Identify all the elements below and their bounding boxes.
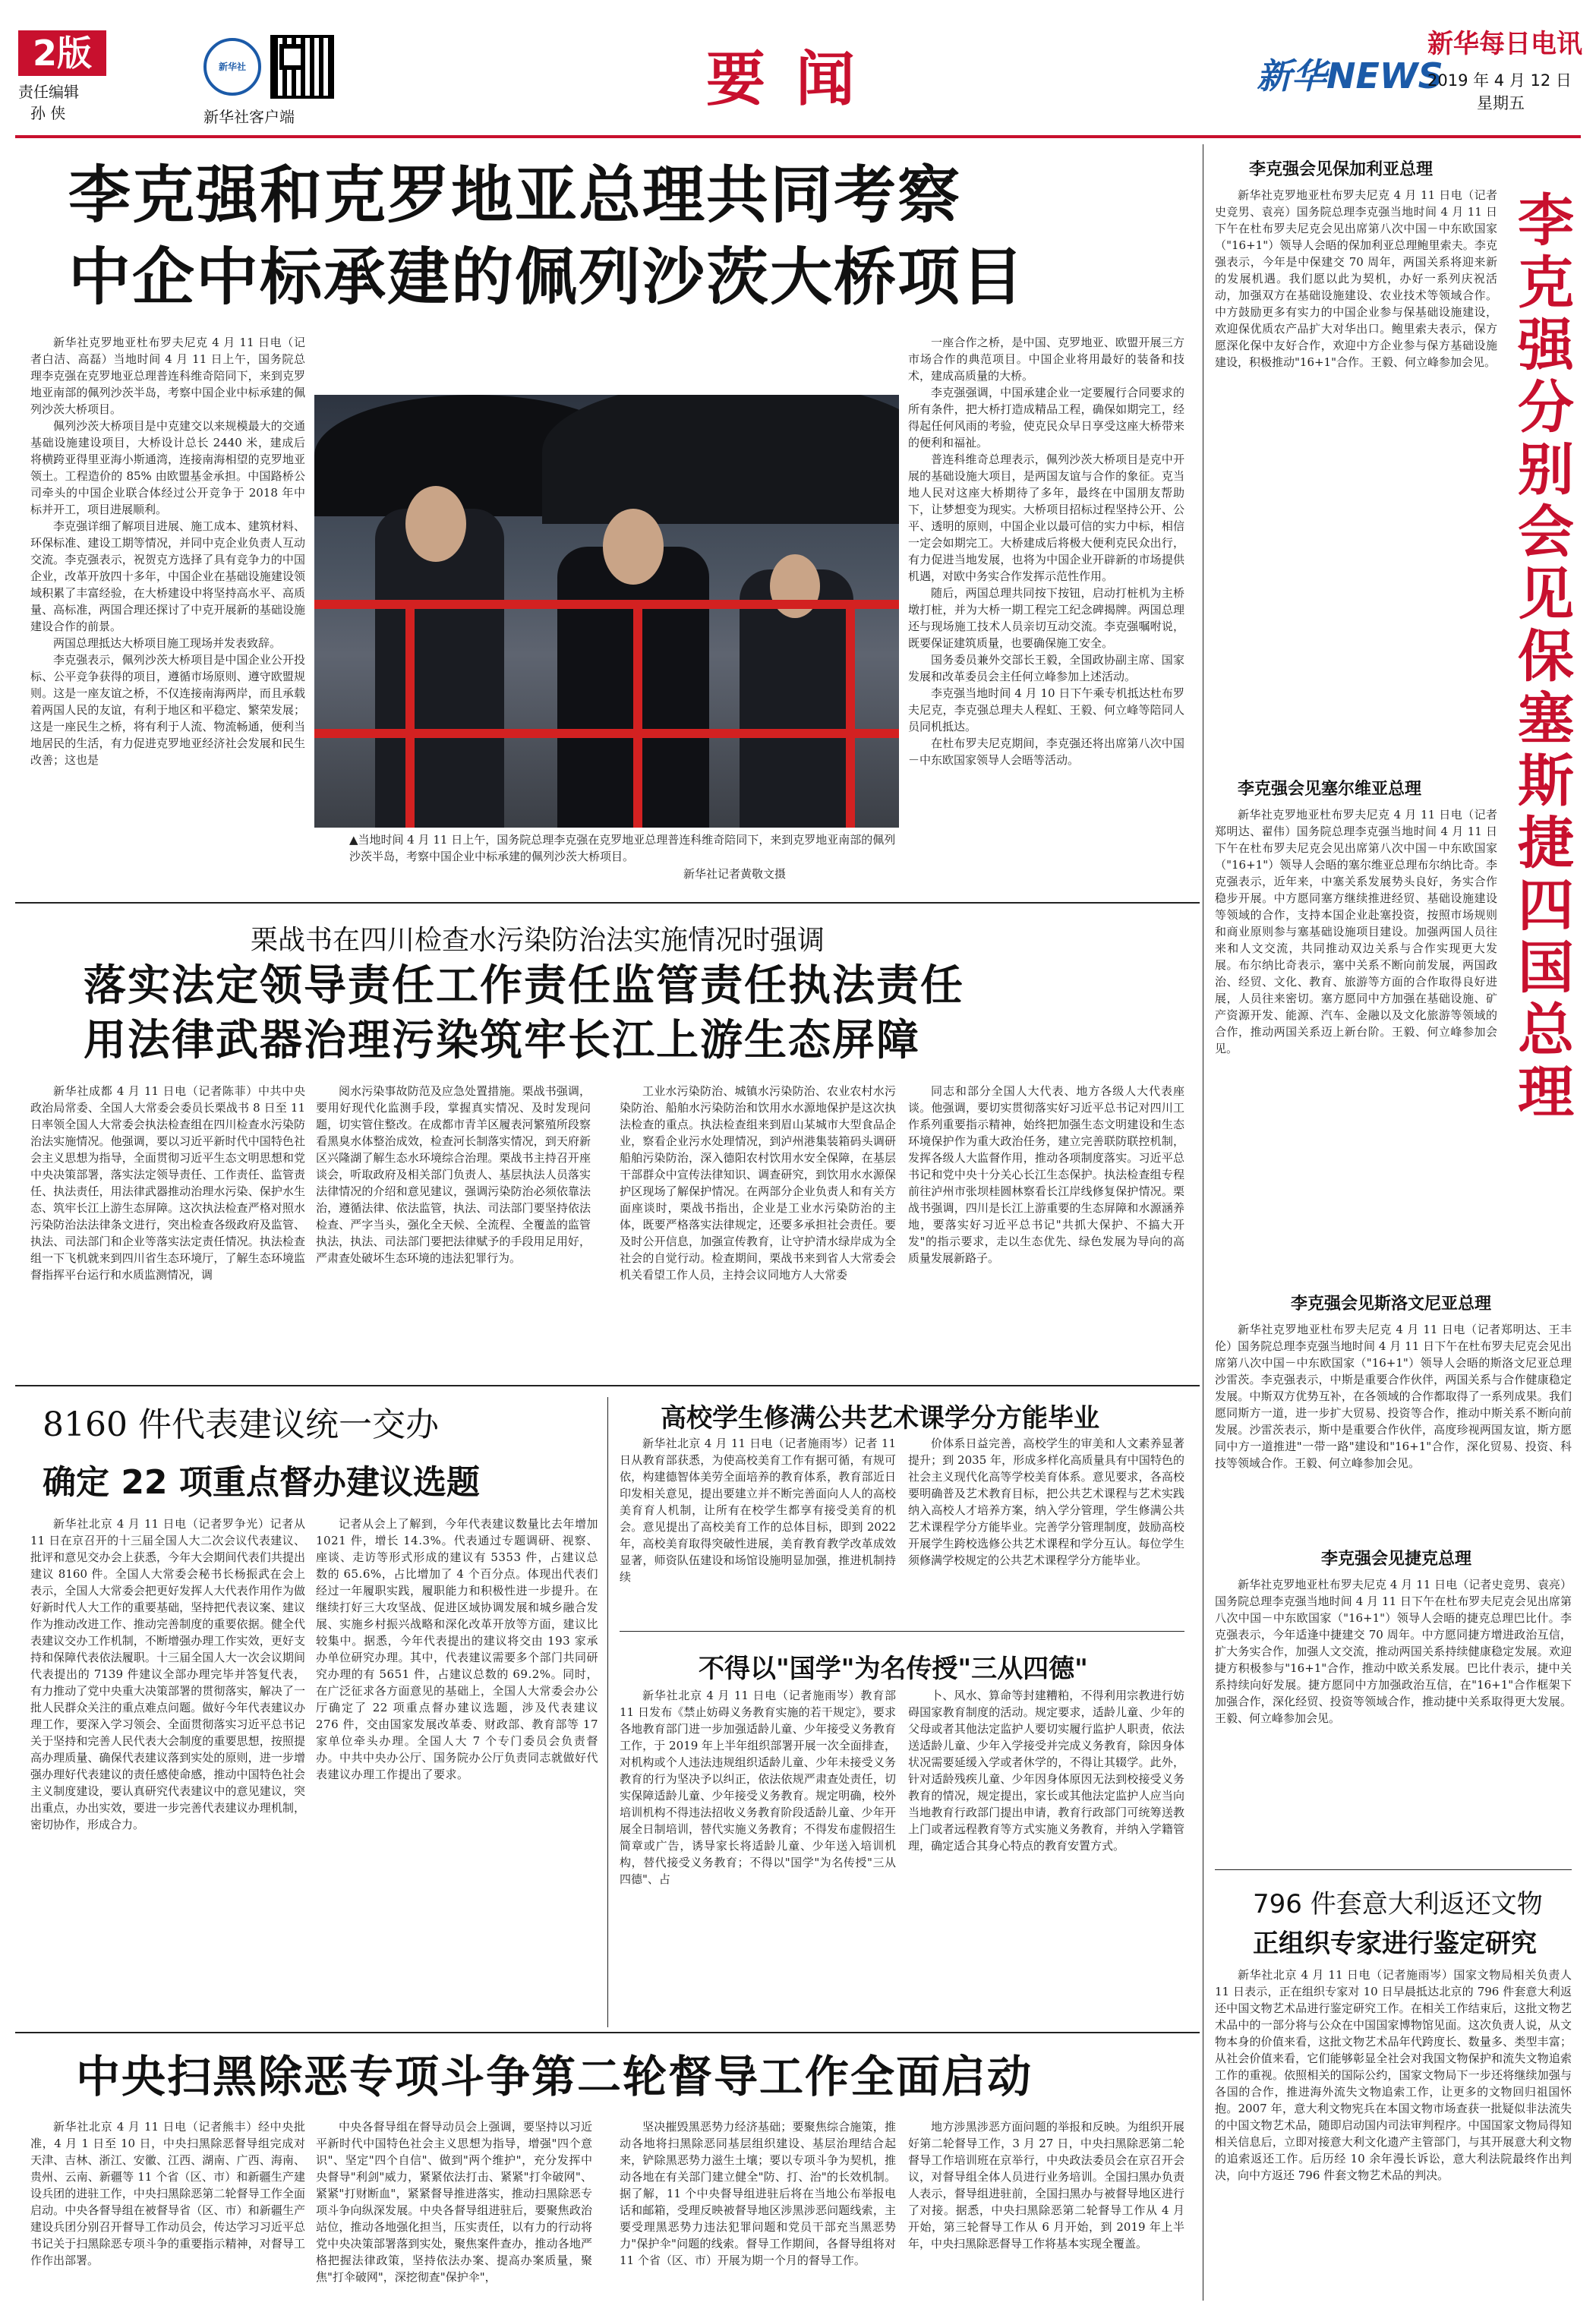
story6-column-3: 坚决摧毁黑恶势力经济基础；要聚焦综合施策，推动各地将扫黑除恶同基层组织建设、基层治理结合起来，铲除黑恶势力滋生土壤；要以专项斗争为契机，推动各地在有关部门建立健全"防、打、治"的长效机制。据了解，11 个中央督导组进驻后将在当地公布举报电话和邮箱，受理反映被督导地区涉黑涉恶问题线索，主要受理黑恶势力违法犯罪问题和党员干部充当黑恶势力"保护伞"问题的线索。督导工作期间，各督导组将对 11 个省（区、市）开展为期一个月的督导工作。 [620, 2120, 896, 2267]
xinhua-logo-icon: 新华社 [203, 38, 261, 96]
sidebar-item-body: 新华社克罗地亚杜布罗夫尼克 4 月 11 日电（记者郑明达、王丰伦）国务院总理李克强当地时间 4 月 11 日下午在杜布罗夫尼克会见出席第八次中国－中东欧国家（"16+1"）领导人会晤的斯洛文尼亚总理沙雷茨。李克强表示，中斯是重要合作伙伴，两国关系与合作健康稳定发展。中斯双方优势互补，在各领域的合作都取得了一系列成果。我们愿同斯方一道，进一步扩大贸易、投资等合作，推动中斯关系不断向前发展。沙雷茨表示，斯中是重要合作伙伴，高度珍视两国友谊，斯方愿同中方一道推进"一带一路"建设和"16+1"合作，深化贸易、投资、科技等领域合作。王毅、何立峰参加会见。 [1215, 1323, 1572, 1470]
story2-headline-1: 落实法定领导责任工作责任监管责任执法责任 [84, 961, 964, 1011]
story3-column-2: 记者从会上了解到，今年代表建议数量比去年增加 1021 件，增长 14.3%。代表通过专题调研、视察、座谈、走访等形式形成的建议有 5353 件，占建议总数的 65.6%，占比增加了 4 个百分点。体现出代表们经过一年履职实践，履职能力和积极性进一步提升。在继续打好三大攻坚战、促进区域协调发展和城乡融合发展、实施乡村振兴战略和深化改革开放等方面，建议比较集中。据悉，今年代表提出的建议将交由 193 家承办单位研究办理。其中，代表建议需要多个部门共同研究办理的有 5651 件，占建议总数的 69.2%。同时，在广泛征求各方面意见的基础上，全国人大常委会办公厅确定了 22 项重点督办建议选题，涉及代表建议 276 件，交由国家发展改革委、财政部、教育部等 17 家单位牵头办理。全国人大 7 个专门委员会负责督办。中共中央办公厅、国务院办公厅负责同志就做好代表建议办理工作提出了要求。 [316, 1517, 598, 1781]
lead-para: 普连科维奇总理表示，佩列沙茨大桥项目是克中开展的基础设施大项目，是两国友谊与合作的象征。克当地人民对这座大桥期待了多年，最终在中国朋友帮助下，让梦想变为现实。大桥项目招标过程坚持公开、公平、透明的原则，中国企业以最可信的实力中标，相信一定会如期完工。大桥建成后将极大便利克民众出行，有力促进当地发展，也将为中国企业开辟新的市场提供机遇，对欧中务实合作发挥示范性作用。 [908, 453, 1184, 583]
lead-para: 在杜布罗夫尼克期间，李克强还将出席第八次中国－中东欧国家领导人会晤等活动。 [908, 736, 1184, 767]
lead-para: 国务委员兼外交部长王毅，全国政协副主席、国家发展和改革委员会主任何立峰参加上述活动。 [908, 653, 1184, 683]
story7-headline-2: 正组织专家进行鉴定研究 [1253, 1929, 1537, 1959]
story2-kicker: 栗战书在四川检查水污染防治法实施情况时强调 [251, 925, 825, 956]
story7-body: 新华社北京 4 月 11 日电（记者施雨岑）国家文物局相关负责人 11 日表示，正在组织专家对 10 日早晨抵达北京的 796 件套意大利返还中国文物艺术品进行鉴定研究工作。在相关工作结束后，这批文物艺术品中的一部分将与公众在中国国家博物馆见面。这次负责人说，从文物本身的价值来看，这批文物艺术品年代跨度长、数量多、类型丰富；从社会价值来看，它们能够彰显全社会对我国文物保护和流失文物追索工作的重视。依照相关的国际公约，国家文物局下一步还将继续加强与各国的合作，推进海外流失文物追索工作，让更多的文物回归祖国怀抱。2007 年，意大利文物宪兵在本国文物市场查获一批疑似非法流失的中国文物艺术品，随即启动国内司法审判程序。中国国家文物局得知相关信息后，立即对接意大利文化遗产主管部门，与其开展意大利文物的追索返还工作。后历经 10 余年漫长诉讼，意大利法院最终作出判决，向中方返还 796 件套文物艺术品的判决。 [1215, 1968, 1572, 2182]
brand-name: 新华每日电讯 [1427, 29, 1582, 59]
section-title: 要闻 [706, 45, 886, 114]
qr-code-icon[interactable] [270, 35, 334, 99]
divider [620, 1631, 1184, 1632]
story3-headline-2: 确定 22 项重点督办建议选题 [43, 1463, 480, 1502]
lead-column-1 [30, 334, 305, 866]
divider [1215, 1869, 1572, 1870]
lead-para: 李克强强调，中国承建企业一定要履行合同要求的所有条件，把大桥打造成精品工程，确保如期完工，经得起任何风雨的考验，使克民众早日享受这座大桥带来的便利和福祉。 [908, 386, 1184, 449]
lead-para: 佩列沙茨大桥项目是中克建交以来规模最大的交通基础设施建设项目，大桥设计总长 2440 米，建成后将横跨亚得里亚海小斯通湾，连接南海相望的克罗地亚领土。工程造价的 85% 由欧盟基金承担。中国路桥公司牵头的中国企业联合体经过公开竞争于 2018 年中标并开工，项目进展顺利。 [30, 419, 305, 516]
divider [15, 1385, 1200, 1386]
sidebar-item-title: 李克强会见塞尔维亚总理 [1238, 780, 1422, 799]
sidebar-item-body: 新华社克罗地亚杜布罗夫尼克 4 月 11 日电（记者史竞男、袁亮）国务院总理李克强当地时间 4 月 11 日下午在杜布罗夫尼克会见出席第八次中国－中东欧国家（"16+1"）领导人会晤的保加利亚总理鲍里索夫。李克强表示，今年是中保建交 70 周年，两国关系将迎来新的发展机遇。我们愿以此为契机，办好一系列庆祝活动，加强双方在基础设施建设、农业技术等领域合作。中方鼓励更多有实力的中国企业参与保基础设施建设，欢迎保优质农产品扩大对华出口。鲍里索夫表示，保方愿深化保中友好合作，欢迎中方企业参与保方基础设施建设，积极推动"16+1"合作。王毅、何立峰参加会见。 [1215, 188, 1497, 369]
divider [15, 902, 1200, 904]
story4-column-2: 价体系日益完善，高校学生的审美和人文素养显著提升；到 2035 年，形成多样化高质量具有中国特色的社会主义现代化高等学校美育体系。意见要求，各高校要明确普及艺术教育目标，把公共艺术课程与艺术实践纳入高校人才培养方案，纳入学分管理，学生修满公共艺术课程学分方能毕业。完善学分管理制度，鼓励高校开展学生跨校选修公共艺术课程和学分互认。每位学生须修满学校规定的公共艺术课程学分方能毕业。 [908, 1437, 1184, 1567]
news-logo-icon: 新华NEWS [1257, 55, 1443, 96]
photo-caption: ▲当地时间 4 月 11 日上午，国务院总理李克强在克罗地亚总理普连科维奇陪同下，来到克罗地亚南部的佩列沙茨半岛，考察中国企业中标承建的佩列沙茨大桥项目。 [349, 833, 896, 863]
lead-photo [314, 395, 899, 828]
lead-para: 两国总理抵达大桥项目施工现场并发表致辞。 [53, 636, 282, 650]
lead-para: 李克强当地时间 4 月 10 日下午乘专机抵达杜布罗夫尼克，李克强总理夫人程虹、王毅、何立峰等陪同人员同机抵达。 [908, 686, 1184, 733]
app-label: 新华社客户端 [203, 108, 295, 126]
masthead-rule [15, 135, 1581, 138]
story5-headline: 不得以"国学"为名传授"三从四德" [699, 1654, 1088, 1684]
lead-para: 随后，两国总理共同按下按钮，启动打桩机为主桥墩打桩，并为大桥一期工程完工纪念碑揭牌。两国总理还与现场施工技术人员亲切互动交流。李克强嘱咐说，既要保证建筑质量，也要确保施工安全。 [908, 586, 1184, 650]
sidebar-item-title: 李克强会见保加利亚总理 [1249, 160, 1434, 179]
lead-para: 李克强详细了解项目进展、施工成本、建筑材料、环保标准、建设工期等情况，并同中克企业负责人互动交流。李克强表示，祝贺克方选择了具有竞争力的中国企业，改革开放四十多年，中国企业在基础设施建设领域积累了丰富经验，在大桥建设中将坚持高水平、高质量、高标准，两国合理还探讨了中克开展新的基础设施建设合作的前景。 [30, 519, 305, 633]
lead-para: 新华社克罗地亚杜布罗夫尼克 4 月 11 日电（记者白洁、高磊）当地时间 4 月 11 日上午，国务院总理李克强在克罗地亚总理普连科维奇陪同下，来到克罗地亚南部的佩列沙茨半岛，考察中国企业中标承建的佩列沙茨大桥项目。 [30, 336, 305, 416]
sidebar-item-body: 新华社克罗地亚杜布罗夫尼克 4 月 11 日电（记者史竞男、袁亮）国务院总理李克强当地时间 4 月 11 日下午在杜布罗夫尼克会见出席第八次中国－中东欧国家（"16+1"）领导人会晤的捷克总理巴比什。李克强表示，今年适逢中捷建交 70 周年。中方愿同捷方增进政治互信，扩大务实合作，加强人文交流，推动两国关系持续健康稳定发展。欢迎捷方积极参与"16+1"合作，推动中欧关系发展。巴比什表示，捷中关系持续向好发展。捷方愿同中方加强政治互信，在"16+1"合作框架下加强合作，深化经贸、投资等领域合作，推动捷中关系取得更大发展。王毅、何立峰参加会见。 [1215, 1578, 1572, 1725]
lead-headline-1: 李克强和克罗地亚总理共同考察 [68, 159, 962, 232]
story4-headline: 高校学生修满公共艺术课学分方能毕业 [661, 1403, 1099, 1434]
story6-column-4: 地方涉黑涉恶方面问题的举报和反映。为组织开展好第二轮督导工作，3 月 27 日，中央扫黑除恶第二轮督导工作培训班在京举行，中央政法委员会在京召开会议，对督导组全体人员进行业务培训。全国扫黑办负责人表示，督导组进驻前，全国扫黑办与被督导地区进行了对接。据悉，中央扫黑除恶第二轮督导工作从 4 月开始，第三轮督导工作从 6 月开始，到 2019 年上半年，中央扫黑除恶督导工作将基本实现全覆盖。 [908, 2120, 1184, 2250]
sidebar-item-body: 新华社克罗地亚杜布罗夫尼克 4 月 11 日电（记者郑明达、翟伟）国务院总理李克强当地时间 4 月 11 日下午在杜布罗夫尼克会见出席第八次中国－中东欧国家（"16+1"）领导人会晤的塞尔维亚总理布尔纳比奇。李克强表示，近年来，中塞关系发展势头良好，务实合作稳步开展。中方愿同塞方继续推进经贸、基础设施建设等领域的合作，支持本国企业赴塞投资，按照市场规则和商业原则参与塞基础设施项目建设。加强两国人员往来和人文交流，共同推动双边关系与合作实现更大发展。布尔纳比奇表示，塞中关系不断向前发展，两国政治、经贸、文化、教育、旅游等方面的合作取得良好进展，人员往来密切。塞方愿同中方加强在基础设施、矿产资源开发、能源、汽车、金融以及文化旅游等领域的合作，推动两国关系迈上新台阶。王毅、何立峰参加会见。 [1215, 808, 1497, 1055]
story6-headline: 中央扫黑除恶专项斗争第二轮督导工作全面启动 [76, 2051, 1033, 2102]
editor-name: 孙 侠 [30, 104, 66, 122]
photo-credit: 新华社记者黄敬文摄 [683, 867, 787, 881]
sidebar-vertical-headline: 李克强分别会见保塞斯捷四国总理 [1518, 188, 1574, 1125]
story3-headline-1: 8160 件代表建议统一交办 [43, 1405, 439, 1444]
lead-headline-2: 中企中标承建的佩列沙茨大桥项目 [68, 241, 1026, 314]
story2-column-4: 同志和部分全国人大代表、地方各级人大代表座谈。他强调，要切实贯彻落实好习近平总书记对四川工作系列重要指示精神，始终把加强生态文明建设和生态环境保护作为重大政治任务，建立完善联防联控机制，发挥各级人大监督作用，推动各项制度落实。习近平总书记和党中央十分关心长江生态保护。执法检查组专程前往泸州市张坝桂圆林察看长江岸线修复保护情况。栗战书强调，四川是长江上游重要的生态屏障和水源涵养地，要落实好习近平总书记"共抓大保护、不搞大开发"的指示要求，走以生态优先、绿色发展为导向的高质量发展新路子。 [908, 1084, 1184, 1265]
story6-column-1: 新华社北京 4 月 11 日电（记者熊丰）经中央批准，4 月 1 日至 10 日，中央扫黑除恶督导组完成对天津、吉林、浙江、安徽、江西、湖南、广西、海南、贵州、云南、新疆等 11 个省（区、市）和新疆生产建设兵团的进驻工作，中央扫黑除恶第二轮督导工作全面启动。中央各督导组在被督导省（区、市）和新疆生产建设兵团分别召开督导工作动员会，传达学习习近平总书记关于扫黑除恶专项斗争的重要指示精神，对督导工作作出部署。 [30, 2120, 305, 2267]
story6-column-2: 中央各督导组在督导动员会上强调，要坚持以习近平新时代中国特色社会主义思想为指导，增强"四个意识"、坚定"四个自信"、做到"两个维护"，充分发挥中央督导"利剑"威力，紧紧依法打击、紧紧"打伞破网"、紧紧"打财断血"，紧紧督导推进落实，推动扫黑除恶专项斗争向纵深发展。中央各督导组进驻后，要聚焦政治站位，推动各地强化担当，压实责任，以有力的行动将党中央决策部署落到实处，聚焦案件查办，推动各地严格把握法律政策，坚持依法办案、提高办案质量，聚焦"打伞破网"，深挖彻查"保护伞"， [316, 2120, 592, 2284]
story2-column-2: 阅水污染事故防范及应急处置措施。栗战书强调，要用好现代化监测手段，掌握真实情况、及时发现问题，切实管住整改。在成都市青羊区履表河繁殖所段察看黑臭水体整治成效，检查河长制落实情况，到天府新区兴隆湖了解生态水环境综合治理。栗战书主持召开座谈会，听取政府及相关部门负责人、基层执法人员落实法律情况的介绍和意见建议，强调污染防治必须依靠法治，遵循法律、依法监管，执法、司法部门要坚持依法检查、严字当头，强化全天候、全流程、全覆盖的监管执法，执法、司法部门要把法律赋予的手段用足用好，严肃查处破坏生态环境的违法犯罪行为。 [316, 1084, 591, 1265]
divider [15, 2032, 1200, 2033]
page-number-badge: 2版 [18, 30, 106, 76]
story5-column-2: 卜、风水、算命等封建糟粕，不得利用宗教进行妨碍国家教育制度的活动。规定要求，适龄儿童、少年的父母或者其他法定监护人要切实履行监护人职责，依法送适龄儿童、少年入学接受并完成义务教育，除因身体状况需要延缓入学或者休学的，不得让其辍学。此外，针对适龄残疾儿童、少年因身体原因无法到校接受义务教育的情况，规定提出，家长或其他法定监护人应当向当地教育行政部门提出申请，教育行政部门可统筹送教上门或者远程教育等方式实施义务教育，并纳入学籍管理，确定适合其身心特点的教育安置方式。 [908, 1689, 1184, 1853]
story3-column-1: 新华社北京 4 月 11 日电（记者罗争光）记者从 11 日在京召开的十三届全国人大二次会议代表建议、批评和意见交办会上获悉，今年大会期间代表们共提出建议 8160 件。全国人大常委会秘书长杨振武在会上表示，全国人大常委会把更好发挥人大代表作用作为做好新时代人大工作的重要基础，坚持把代表议案、建议作为推动改进工作、推动完善制度的重要依据。健全代表建议交办工作机制，不断增强办理工作实效，更好支持和保障代表依法履职。十三届全国人大一次会议期间代表提出的 7139 件建议全部办理完毕并答复代表，有力推动了党中央重大决策部署的贯彻落实，解决了一批人民群众关注的重点难点问题。做好今年代表建议办理工作，要深入学习领会、全面贯彻落实习近平总书记关于坚持和完善人民代表大会制度的重要思想，按照提高办理质量、确保代表建议落到实处的原则，进一步增强办理好代表建议的责任感使命感，推动中国特色社会主义制度建设，要认真研究代表建议中的意见建议，突出重点，办出实效，要进一步完善代表建议办理机制，密切协作，形成合力。 [30, 1517, 305, 1831]
issue-weekday: 星期五 [1477, 94, 1525, 112]
story2-column-1: 新华社成都 4 月 11 日电（记者陈菲）中共中央政治局常委、全国人大常委会委员长栗战书 8 日至 11 日率领全国人大常委会执法检查组在四川检查水污染防治法实施情况。他强调，要以习近平新时代中国特色社会主义思想为指导，全面贯彻习近平生态文明思想和党中央决策部署，落实法定领导责任、工作责任、监管责任、执法责任，用法律武器推动治理水污染、保护水生态、筑牢长江上游生态屏障。这次执法检查严格对照水污染防治法法律条文进行，突出检查各级政府及监管、执法、司法部门和企业等落实法定责任情况。执法检查组一下飞机就来到四川省生态环境厅，了解生态环境监督指挥平台运行和水质监测情况，调 [30, 1084, 305, 1282]
story5-column-1: 新华社北京 4 月 11 日电（记者施雨岑）教育部 11 日发布《禁止妨碍义务教育实施的若干规定》，要求各地教育部门进一步加强适龄儿童、少年接受义务教育工作，于 2019 年上半年组织部署开展一次全面排查，对机构或个人违法违规组织适龄儿童、少年未接受义务教育的行为坚决予以纠正，依法依规严肃查处责任，切实保障适龄儿童、少年接受义务教育。规定明确，校外培训机构不得违法招收义务教育阶段适龄儿童、少年开展全日制培训，替代实施义务教育；不得发布虚假招生简章或广告，诱导家长将适龄儿童、少年送入培训机构，替代接受义务教育；不得以"国学"为名传授"三从四德"、占 [620, 1689, 896, 1886]
story4-column-1: 新华社北京 4 月 11 日电（记者施雨岑）记者 11 日从教育部获悉，为使高校美育工作有据可循，有规可依，构建德智体美劳全面培养的教育体系，教育部近日印发相关意见，提出要建立并不断完善面向人人的高校美育育人机制，让所有在校学生都享有接受美育的机会。意见提出了高校美育工作的总体目标，即到 2022 年，高校美育取得突破性进展，美育教育教学改革成效显著，师资队伍建设和场馆设施明显加强，推进机制持续 [620, 1437, 896, 1584]
lead-column-3 [908, 334, 1184, 881]
lead-para: 李克强表示，佩列沙茨大桥项目是中国企业公开投标、公平竞争获得的项目，遵循市场原则、遵守欧盟规则。这是一座友谊之桥，不仅连接南海两岸，而且承载着两国人民的友谊，有利于地区和平稳定、繁荣发展；这是一座民生之桥，将有利于人流、物流畅通，便利当地居民的生活，有力促进克罗地亚经济社会发展和民生改善；这也是 [30, 653, 305, 767]
story2-column-3: 工业水污染防治、城镇水污染防治、农业农村水污染防治、船舶水污染防治和饮用水水源地保护是这次执法检查的重点。执法检查组来到眉山某城市大型食品企业，察看企业污水处理情况，到泸州港集装箱码头调研船舶污染防治，深入德阳农村饮用水安全保障，在基层干部群众中宣传法律知识、调查研究，到饮用水水源保护区现场了解保护情况。在两部分企业负责人和有关方面座谈时，栗战书指出，企业是工业水污染防治的主体，既要严格落实法律规定，还要多承担社会责任。要及时公开信息，加强宣传教育，让守护清水绿岸成为全社会的自觉行动。检查期间，栗战书来到省人大常委会机关看望工作人员，主持会议同地方人大常委 [620, 1084, 896, 1282]
story2-headline-2: 用法律武器治理污染筑牢长江上游生态屏障 [84, 1016, 920, 1065]
sidebar-item-title: 李克强会见捷克总理 [1321, 1550, 1472, 1569]
editor-label: 责任编辑 [18, 83, 79, 101]
lead-para: 一座合作之桥，是中国、克罗地亚、欧盟开展三方市场合作的典范项目。中国企业将用最好的装备和技术，建成高质量的大桥。 [908, 336, 1184, 383]
divider [607, 1397, 608, 2027]
story7-headline-1: 796 件套意大利返还文物 [1253, 1889, 1543, 1919]
issue-date: 2019 年 4 月 12 日 [1427, 71, 1572, 90]
sidebar-item-title: 李克强会见斯洛文尼亚总理 [1291, 1295, 1492, 1314]
